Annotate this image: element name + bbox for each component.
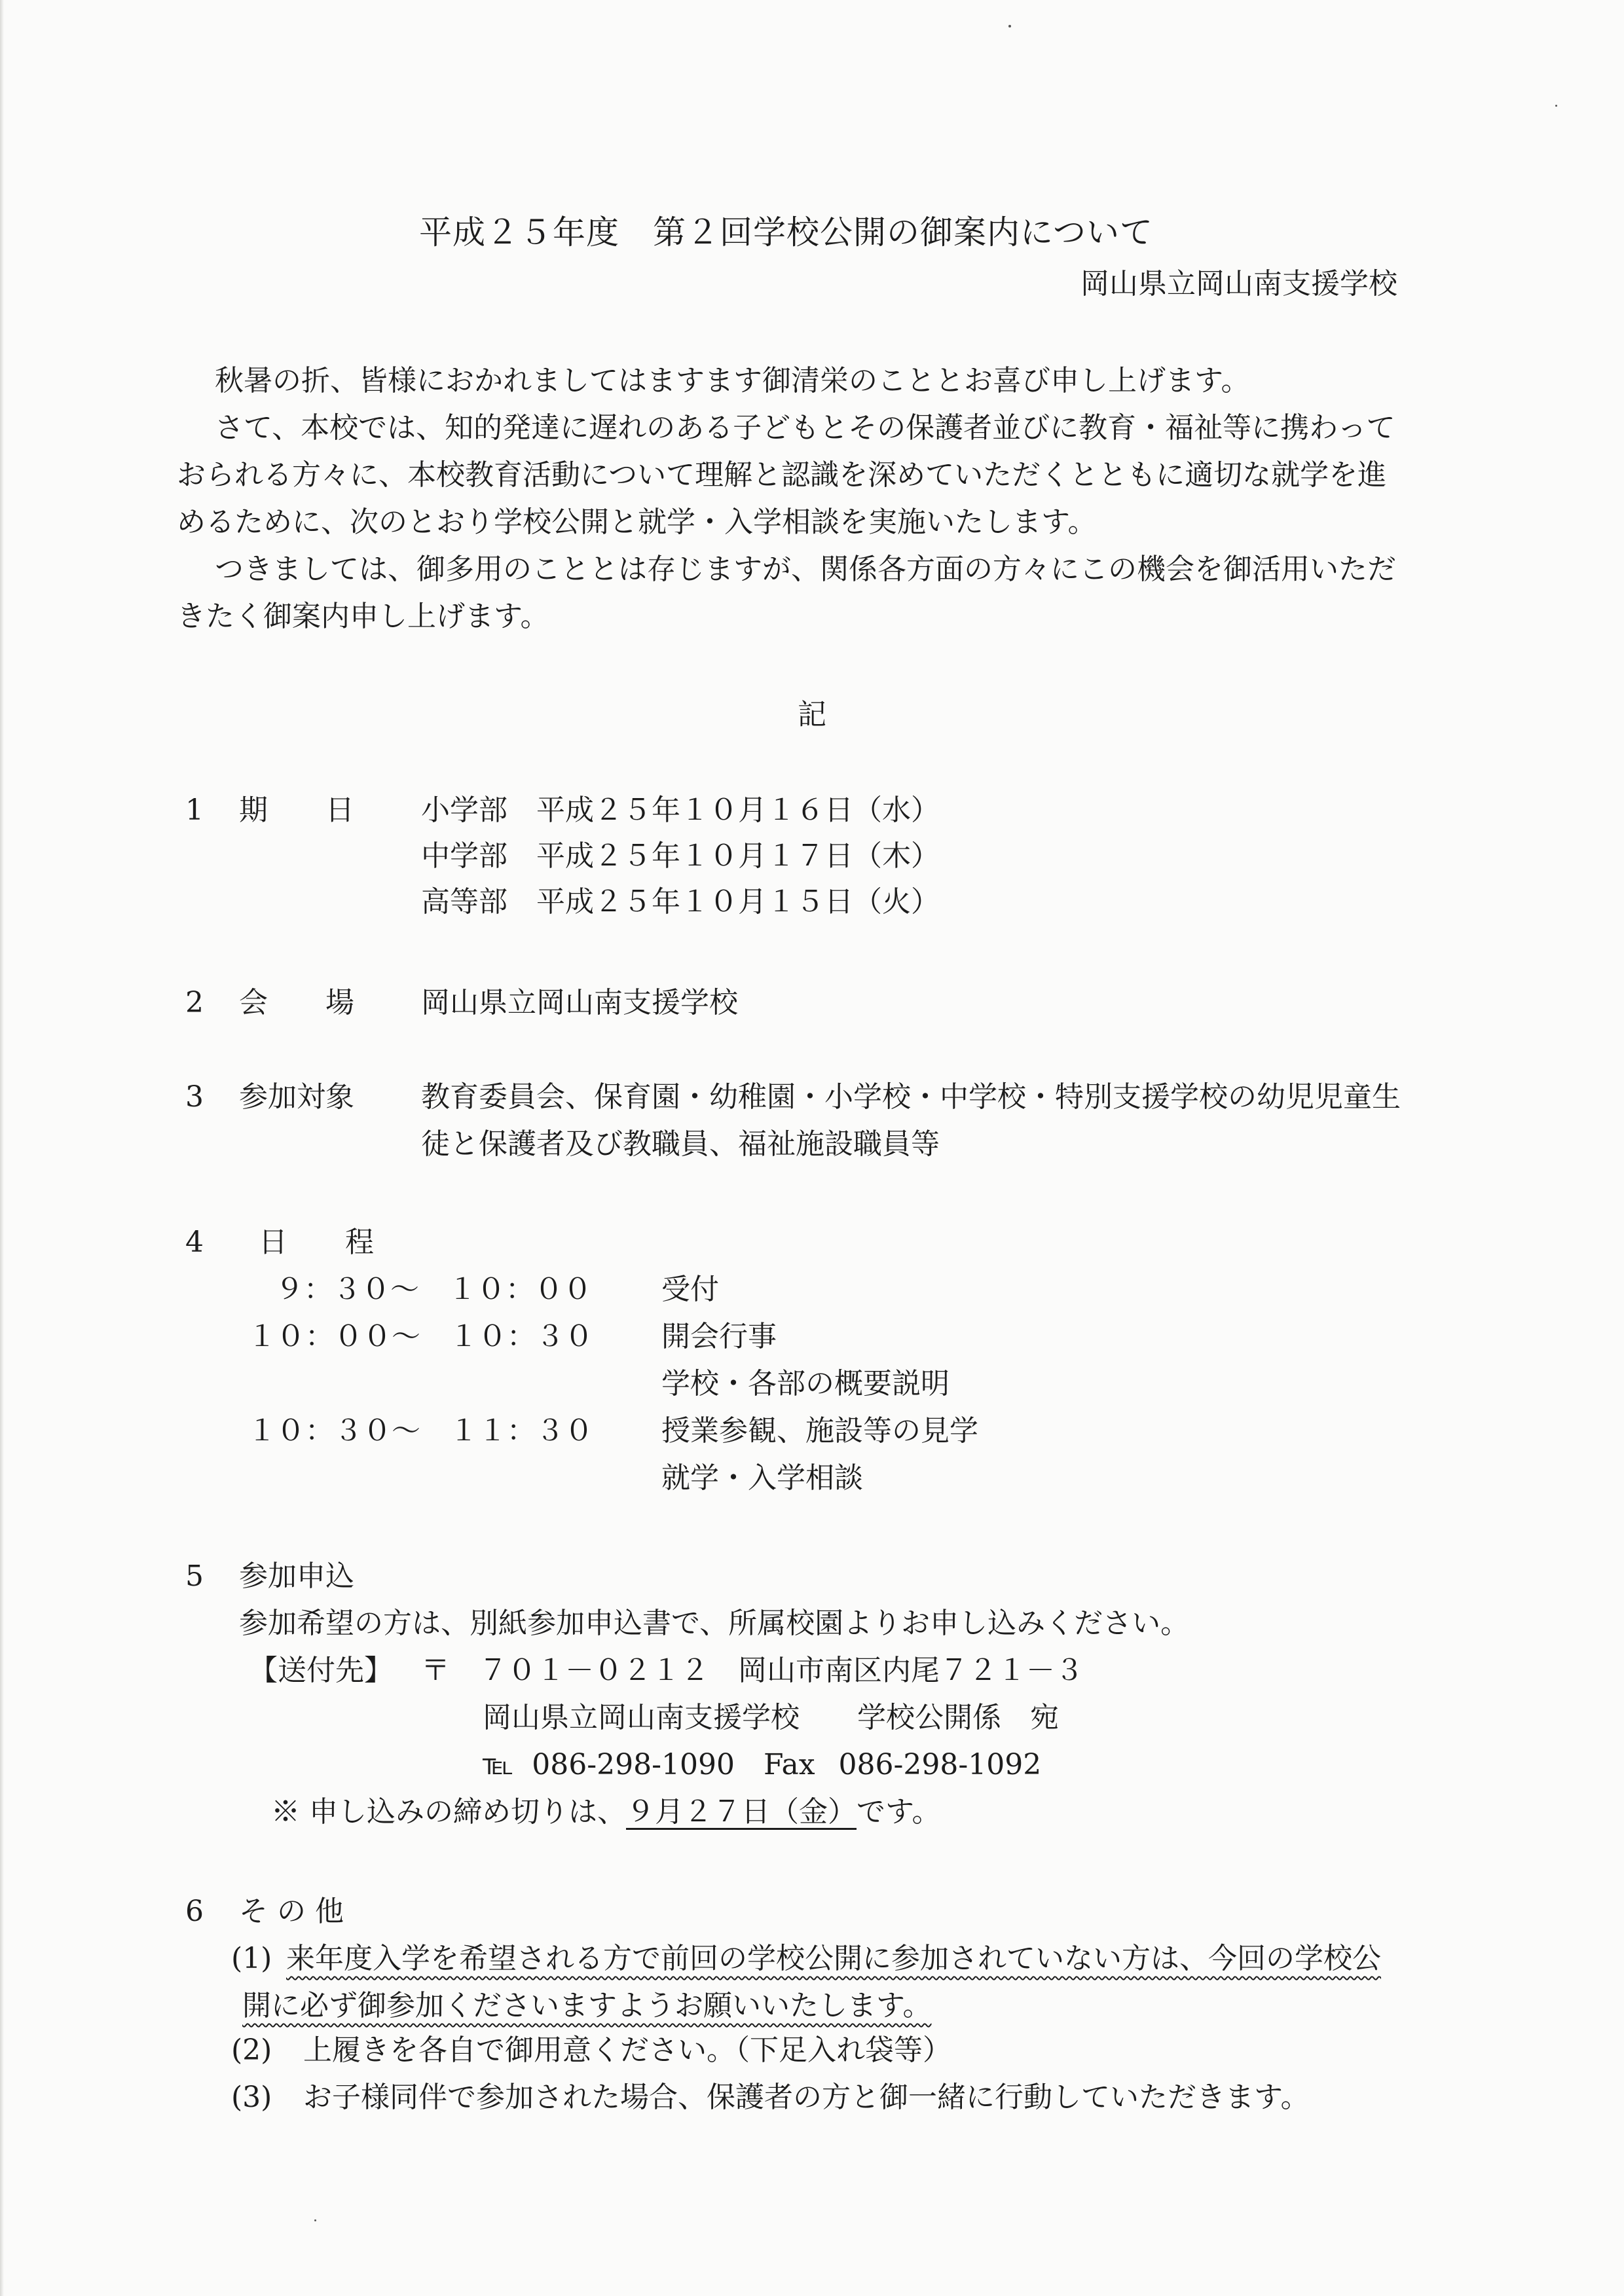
s5-contact-line (483, 1748, 1042, 1781)
ki-heading: 記 (798, 698, 826, 731)
s4-time-1: ９：３０～ １０：００ (275, 1273, 592, 1306)
s5-send-label: 【送付先】 (249, 1654, 393, 1687)
tel-number: 086-298-1090 (532, 1748, 735, 1781)
s6-item-1-line-1: 来年度入学を希望される方で前回の学校公開に参加されていない方は、今回の学校公 (286, 1942, 1381, 1975)
s1-date-high-school: 高等部 平成２５年１０月１５日（火） (421, 885, 940, 919)
s4-number: 4 (185, 1226, 204, 1259)
s6-item-1-marker: (1) (231, 1942, 272, 1975)
intro-line-5: つきましては、御多用のこととは存じますが、関係各方面の方々にこの機会を御活用いただ (215, 553, 1396, 586)
deadline-suffix: です。 (857, 1795, 941, 1829)
fax-number: 086-298-1092 (838, 1748, 1042, 1781)
intro-line-6: きたく御案内申し上げます。 (177, 600, 549, 633)
s5-instruction: 参加希望の方は、別紙参加申込書で、所属校園よりお申し込みください。 (239, 1607, 1190, 1640)
s6-number: 6 (185, 1895, 204, 1928)
s3-number: 3 (185, 1080, 204, 1114)
scan-speck (1555, 105, 1557, 107)
scan-edge-shadow (0, 0, 4, 2296)
s4-item-overview: 学校・各部の概要説明 (661, 1367, 950, 1400)
s2-venue: 岡山県立岡山南支援学校 (421, 986, 738, 1019)
intro-line-4: めるために、次のとおり学校公開と就学・入学相談を実施いたします。 (177, 505, 1097, 539)
s4-item-opening: 開会行事 (661, 1320, 777, 1353)
s6-item-2-marker: (2) (231, 2033, 272, 2067)
s4-item-reception: 受付 (661, 1273, 719, 1306)
s3-target-line-2: 徒と保護者及び教職員、福祉施設職員等 (421, 1127, 940, 1161)
deadline-date: ９月２７日（金） (626, 1795, 857, 1829)
s5-number: 5 (185, 1559, 204, 1593)
s3-label: 参加対象 (239, 1080, 354, 1114)
s6-label: そ の 他 (239, 1895, 344, 1928)
scan-speck (1008, 25, 1011, 27)
s2-number: 2 (185, 986, 204, 1019)
intro-line-1: 秋暑の折、皆様におかれましてはますます御清栄のこととお喜び申し上げます。 (215, 364, 1250, 397)
s1-date-elementary: 小学部 平成２５年１０月１６日（水） (421, 793, 940, 827)
s1-number: 1 (185, 793, 204, 827)
s5-label: 参加申込 (239, 1559, 354, 1593)
s4-time-3: １０：３０～ １１：３０ (248, 1414, 593, 1448)
fax-label: Fax (763, 1748, 815, 1781)
s4-item-observation: 授業参観、施設等の見学 (661, 1414, 978, 1448)
s5-deadline (271, 1795, 941, 1829)
s1-date-junior-high: 中学部 平成２５年１０月１７日（木） (421, 839, 940, 873)
s3-target-line-1: 教育委員会、保育園・幼稚園・小学校・中学校・特別支援学校の幼児児童生 (421, 1080, 1401, 1114)
s6-item-1-line-2: 開に必ず御参加くださいますようお願いいたします。 (242, 1989, 932, 2022)
s4-item-consultation: 就学・入学相談 (661, 1461, 863, 1495)
tel-label: ℡ (483, 1748, 514, 1781)
deadline-prefix: ※ 申し込みの締め切りは、 (271, 1795, 626, 1829)
s6-item-2-text: 上履きを各自で御用意ください。（下足入れ袋等） (303, 2033, 951, 2067)
s6-item-3-text: お子様同伴で参加された場合、保護者の方と御一緒に行動していただきます。 (303, 2081, 1310, 2114)
issuer-name: 岡山県立岡山南支援学校 (1080, 267, 1397, 301)
s5-addressee: 岡山県立岡山南支援学校 学校公開係 宛 (483, 1701, 1059, 1734)
s6-item-3-marker: (3) (231, 2081, 272, 2114)
intro-line-3: おられる方々に、本校教育活動について理解と認識を深めていただくとともに適切な就学を進 (177, 458, 1387, 492)
scan-speck (314, 2219, 316, 2221)
s4-time-2: １０：００～ １０：３０ (248, 1320, 593, 1353)
s2-label: 会 場 (239, 986, 354, 1019)
s5-address: 〒 ７０１－０２１２ 岡山市南区内尾７２１－３ (421, 1654, 1084, 1687)
s4-label: 日 程 (259, 1226, 374, 1259)
document-title: 平成２５年度 第２回学校公開の御案内について (419, 213, 1153, 251)
s1-label: 期 日 (239, 793, 354, 827)
intro-line-2: さて、本校では、知的発達に遅れのある子どもとその保護者並びに教育・福祉等に携わって (215, 411, 1395, 445)
